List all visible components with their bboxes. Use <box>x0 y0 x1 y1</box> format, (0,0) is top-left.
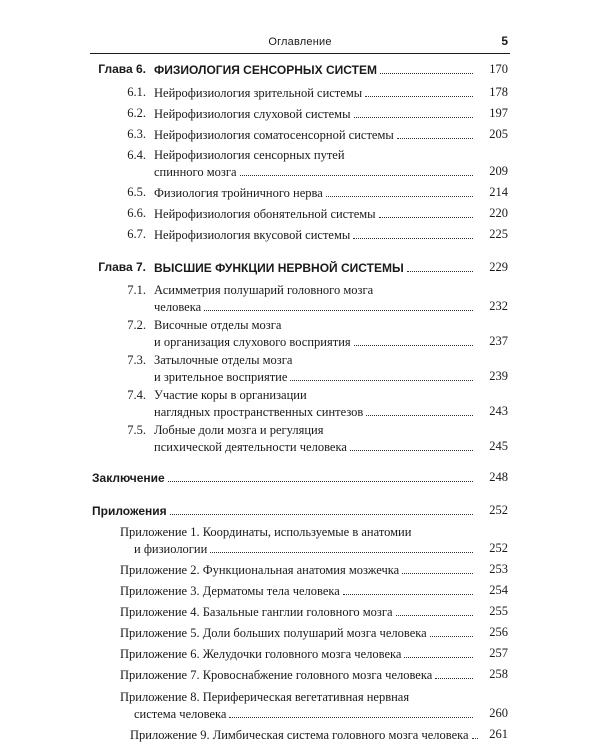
page-ref: 229 <box>489 260 508 274</box>
section-number: 6.1. <box>127 85 146 99</box>
toc-appendix-8-line2[interactable] <box>90 706 510 721</box>
section-title-line1: Затылочные отделы мозга <box>154 353 293 367</box>
section-title: Нейрофизиология вкусовой системы <box>154 228 351 242</box>
dot-leader <box>397 127 473 139</box>
page-ref: 214 <box>489 185 508 199</box>
dot-leader <box>210 541 473 553</box>
toc-chapter-7[interactable] <box>90 260 510 275</box>
toc-appendix-4[interactable] <box>90 604 510 619</box>
page-ref: 197 <box>489 106 508 120</box>
toc-section-7-5-line2[interactable] <box>90 439 510 454</box>
section-title-line2: и организация слухового восприятия <box>154 335 351 349</box>
page-ref: 239 <box>489 369 508 383</box>
appendix-title: Приложение 4. Базальные ганглии головного мозга <box>120 605 393 619</box>
appendix-title-line2: система человека <box>134 707 227 721</box>
dot-leader <box>353 227 473 239</box>
dot-leader <box>350 439 473 451</box>
running-header <box>90 33 510 51</box>
dot-leader <box>404 646 473 658</box>
section-title: Нейрофизиология обонятельной системы <box>154 207 376 221</box>
page-ref: 220 <box>489 206 508 220</box>
section-title-line1: Височные отделы мозга <box>154 318 282 332</box>
toc-appendix-1-line2[interactable] <box>90 541 510 556</box>
section-title: Нейрофизиология соматосенсорной системы <box>154 128 394 142</box>
toc-appendix-7[interactable] <box>90 667 510 682</box>
toc-section-6-4-line2[interactable] <box>90 164 510 179</box>
dot-leader <box>396 604 473 616</box>
toc-section-6-4-line1[interactable] <box>90 148 510 163</box>
dot-leader <box>379 206 473 218</box>
appendix-title: Приложение 7. Кровоснабжение головного мозга человека <box>120 668 433 682</box>
appendix-title-line1: Приложение 8. Периферическая вегетативная нервная <box>120 690 410 704</box>
section-number: 7.3. <box>127 353 146 367</box>
page-ref: 252 <box>489 503 508 517</box>
page-ref: 258 <box>489 667 508 681</box>
section-title: Физиология тройничного нерва <box>154 186 323 200</box>
toc-section-6-1[interactable] <box>90 85 510 100</box>
appendix-title: Приложение 9. Лимбическая система головного мозга человека <box>130 728 469 742</box>
page-ref: 209 <box>489 164 508 178</box>
chapter-number: Глава 6. <box>98 62 146 76</box>
dot-leader <box>366 404 473 416</box>
page-ref: 237 <box>489 334 508 348</box>
page-ref: 261 <box>489 727 508 741</box>
chapter-title: ВЫСШИЕ ФУНКЦИИ НЕРВНОЙ СИСТЕМЫ <box>154 261 404 275</box>
section-title: Нейрофизиология слуховой системы <box>154 107 351 121</box>
page-ref: 248 <box>489 470 508 484</box>
toc-appendices[interactable] <box>90 503 510 518</box>
section-number: 6.3. <box>127 127 146 141</box>
toc-appendix-5[interactable] <box>90 625 510 640</box>
section-title-line2: наглядных пространственных синтезов <box>154 405 364 419</box>
toc-section-7-4-line1[interactable] <box>90 388 510 403</box>
toc-section-7-1-line1[interactable] <box>90 283 510 298</box>
dot-leader <box>204 299 473 311</box>
running-header-title: Оглавление <box>268 36 332 48</box>
page-ref: 225 <box>489 227 508 241</box>
section-number: 6.6. <box>127 206 146 220</box>
dot-leader <box>380 62 473 74</box>
toc-section-7-3-line2[interactable] <box>90 369 510 384</box>
toc-section-6-6[interactable] <box>90 206 510 221</box>
section-number: 7.5. <box>127 423 146 437</box>
header-rule <box>90 53 510 54</box>
page-ref: 252 <box>489 541 508 555</box>
appendix-title-line1: Приложение 1. Координаты, используемые в анатомии <box>120 525 412 539</box>
appendix-title: Приложение 2. Функциональная анатомия мозжечка <box>120 563 400 577</box>
section-number: 6.7. <box>127 227 146 241</box>
dot-leader <box>343 583 473 595</box>
dot-leader <box>430 625 473 637</box>
page-ref: 253 <box>489 562 508 576</box>
toc-appendix-8-line1[interactable] <box>90 690 510 705</box>
appendix-title: Приложение 5. Доли больших полушарий мозга человека <box>120 626 427 640</box>
section-title-line2: и зрительное восприятие <box>154 370 288 384</box>
section-number: 7.4. <box>127 388 146 402</box>
toc-section-6-7[interactable] <box>90 227 510 242</box>
dot-leader <box>168 470 473 482</box>
chapter-title: ФИЗИОЛОГИЯ СЕНСОРНЫХ СИСТЕМ <box>154 63 377 77</box>
appendix-title: Приложение 6. Желудочки головного мозга человека <box>120 647 402 661</box>
section-title-line1: Лобные доли мозга и регуляция <box>154 423 324 437</box>
toc-appendix-9[interactable] <box>90 727 510 742</box>
toc-section-6-3[interactable] <box>90 127 510 142</box>
toc-conclusion[interactable] <box>90 470 510 485</box>
toc-section-6-2[interactable] <box>90 106 510 121</box>
toc-section-7-1-line2[interactable] <box>90 299 510 314</box>
page-ref: 255 <box>489 604 508 618</box>
dot-leader <box>402 562 473 574</box>
toc-appendix-3[interactable] <box>90 583 510 598</box>
appendix-title-line2: и физиологии <box>134 542 208 556</box>
appendices-title: Приложения <box>92 504 167 518</box>
section-title-line1: Асимметрия полушарий головного мозга <box>154 283 374 297</box>
dot-leader <box>170 503 473 515</box>
dot-leader <box>365 85 473 97</box>
dot-leader <box>326 185 473 197</box>
page-ref: 243 <box>489 404 508 418</box>
section-number: 6.5. <box>127 185 146 199</box>
page-number: 5 <box>501 34 508 48</box>
section-number: 7.2. <box>127 318 146 332</box>
page-ref: 256 <box>489 625 508 639</box>
section-title-line2: спинного мозга <box>154 165 237 179</box>
section-number: 7.1. <box>127 283 146 297</box>
section-title-line2: человека <box>154 300 202 314</box>
toc-section-6-5[interactable] <box>90 185 510 200</box>
toc-appendix-1-line1[interactable] <box>90 525 510 540</box>
toc-section-7-4-line2[interactable] <box>90 404 510 419</box>
page-ref: 170 <box>489 62 508 76</box>
section-number: 6.2. <box>127 106 146 120</box>
page-ref: 205 <box>489 127 508 141</box>
page-ref: 245 <box>489 439 508 453</box>
section-number: 6.4. <box>127 148 146 162</box>
toc-section-7-2-line2[interactable] <box>90 334 510 349</box>
section-title: Нейрофизиология зрительной системы <box>154 86 363 100</box>
page-ref: 260 <box>489 706 508 720</box>
chapter-number: Глава 7. <box>98 260 146 274</box>
dot-leader <box>435 667 473 679</box>
dot-leader <box>354 106 474 118</box>
page-ref: 254 <box>489 583 508 597</box>
page-ref: 178 <box>489 85 508 99</box>
appendix-title: Приложение 3. Дерматомы тела человека <box>120 584 340 598</box>
section-title-line1: Нейрофизиология сенсорных путей <box>154 148 345 162</box>
dot-leader <box>229 706 473 718</box>
section-title-line1: Участие коры в организации <box>154 388 307 402</box>
page-ref: 257 <box>489 646 508 660</box>
toc-chapter-6[interactable] <box>90 62 510 77</box>
conclusion-title: Заключение <box>92 471 165 485</box>
dot-leader <box>407 260 473 272</box>
page-ref: 232 <box>489 299 508 313</box>
toc-section-7-2-line1[interactable] <box>90 318 510 333</box>
toc-appendix-6[interactable] <box>90 646 510 661</box>
section-title-line2: психической деятельности человека <box>154 440 347 454</box>
toc-section-7-5-line1[interactable] <box>90 423 510 438</box>
toc-section-7-3-line1[interactable] <box>90 353 510 368</box>
dot-leader <box>290 369 473 381</box>
toc-appendix-2[interactable] <box>90 562 510 577</box>
dot-leader <box>240 164 473 176</box>
dot-leader <box>354 334 473 346</box>
